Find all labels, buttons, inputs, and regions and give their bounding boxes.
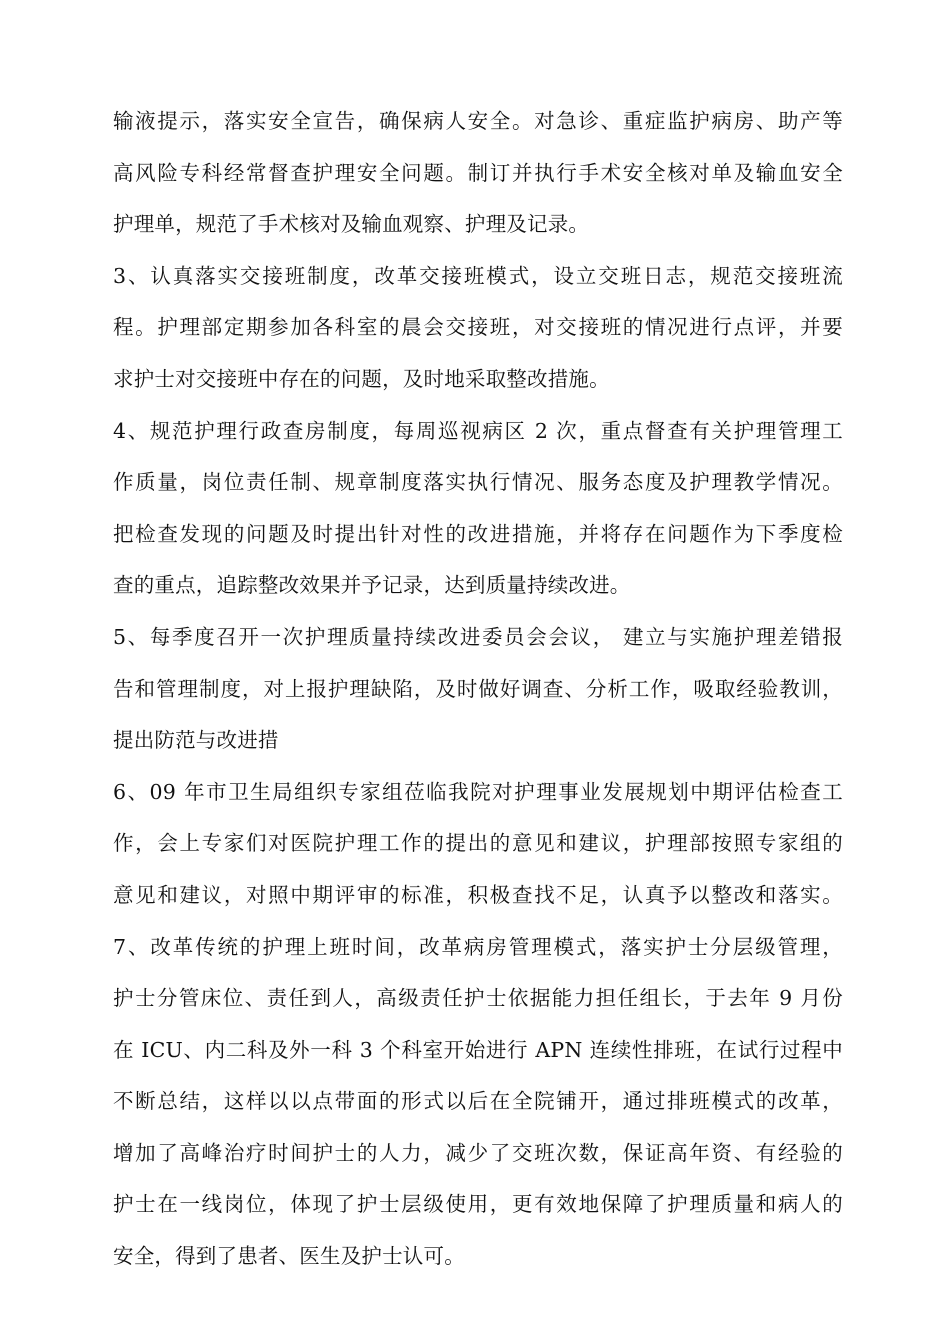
text-line: 6、09 年市卫生局组织专家组莅临我院对护理事业发展规划中期评估检查工 [113, 779, 843, 804]
text-line: 提出防范与改进措 [113, 728, 279, 753]
text-line: 求护士对交接班中存在的问题，及时地采取整改措施。 [113, 366, 610, 391]
text-line: 5、每季度召开一次护理质量持续改进委员会会议， 建立与实施护理差错报 [113, 624, 843, 649]
text-line: 增加了高峰治疗时间护士的人力，减少了交班次数，保证高年资、有经验的 [113, 1140, 843, 1165]
text-line: 在 ICU、内二科及外一科 3 个科室开始进行 APN 连续性排班，在试行过程中 [113, 1037, 843, 1062]
text-line: 查的重点，追踪整改效果并予记录，达到质量持续改进。 [113, 573, 631, 598]
text-line: 作，会上专家们对医院护理工作的提出的意见和建议，护理部按照专家组的 [113, 831, 843, 856]
text-line: 告和管理制度，对上报护理缺陷，及时做好调查、分析工作，吸取经验教训， [113, 676, 843, 701]
text-line: 高风险专科经常督查护理安全问题。制订并执行手术安全核对单及输血安全 [113, 160, 843, 185]
text-line: 7、改革传统的护理上班时间，改革病房管理模式，落实护士分层级管理， [113, 934, 843, 959]
text-line: 意见和建议，对照中期评审的标准，积极查找不足，认真予以整改和落实。 [113, 882, 843, 907]
text-line: 护理单，规范了手术核对及输血观察、护理及记录。 [113, 212, 590, 237]
text-line: 作质量，岗位责任制、规章制度落实执行情况、服务态度及护理教学情况。 [113, 470, 843, 495]
text-line: 4、规范护理行政查房制度，每周巡视病区 2 次，重点督查有关护理管理工 [113, 418, 843, 443]
text-line: 护士分管床位、责任到人，高级责任护士依据能力担任组长，于去年 9 月份 [113, 986, 843, 1011]
text-line: 护士在一线岗位，体现了护士层级使用，更有效地保障了护理质量和病人的 [113, 1192, 843, 1217]
text-line: 输液提示，落实安全宣告，确保病人安全。对急诊、重症监护病房、助产等 [113, 109, 843, 133]
text-line: 3、认真落实交接班制度，改革交接班模式，设立交班日志，规范交接班流 [113, 263, 843, 288]
text-line: 不断总结，这样以以点带面的形式以后在全院铺开，通过排班模式的改革， [113, 1089, 843, 1114]
text-line: 安全，得到了患者、医生及护士认可。 [113, 1244, 465, 1269]
document-body [113, 96, 843, 1283]
text-line: 程。护理部定期参加各科室的晨会交接班，对交接班的情况进行点评，并要 [113, 315, 843, 340]
text-line: 把检查发现的问题及时提出针对性的改进措施，并将存在问题作为下季度检 [113, 521, 843, 546]
